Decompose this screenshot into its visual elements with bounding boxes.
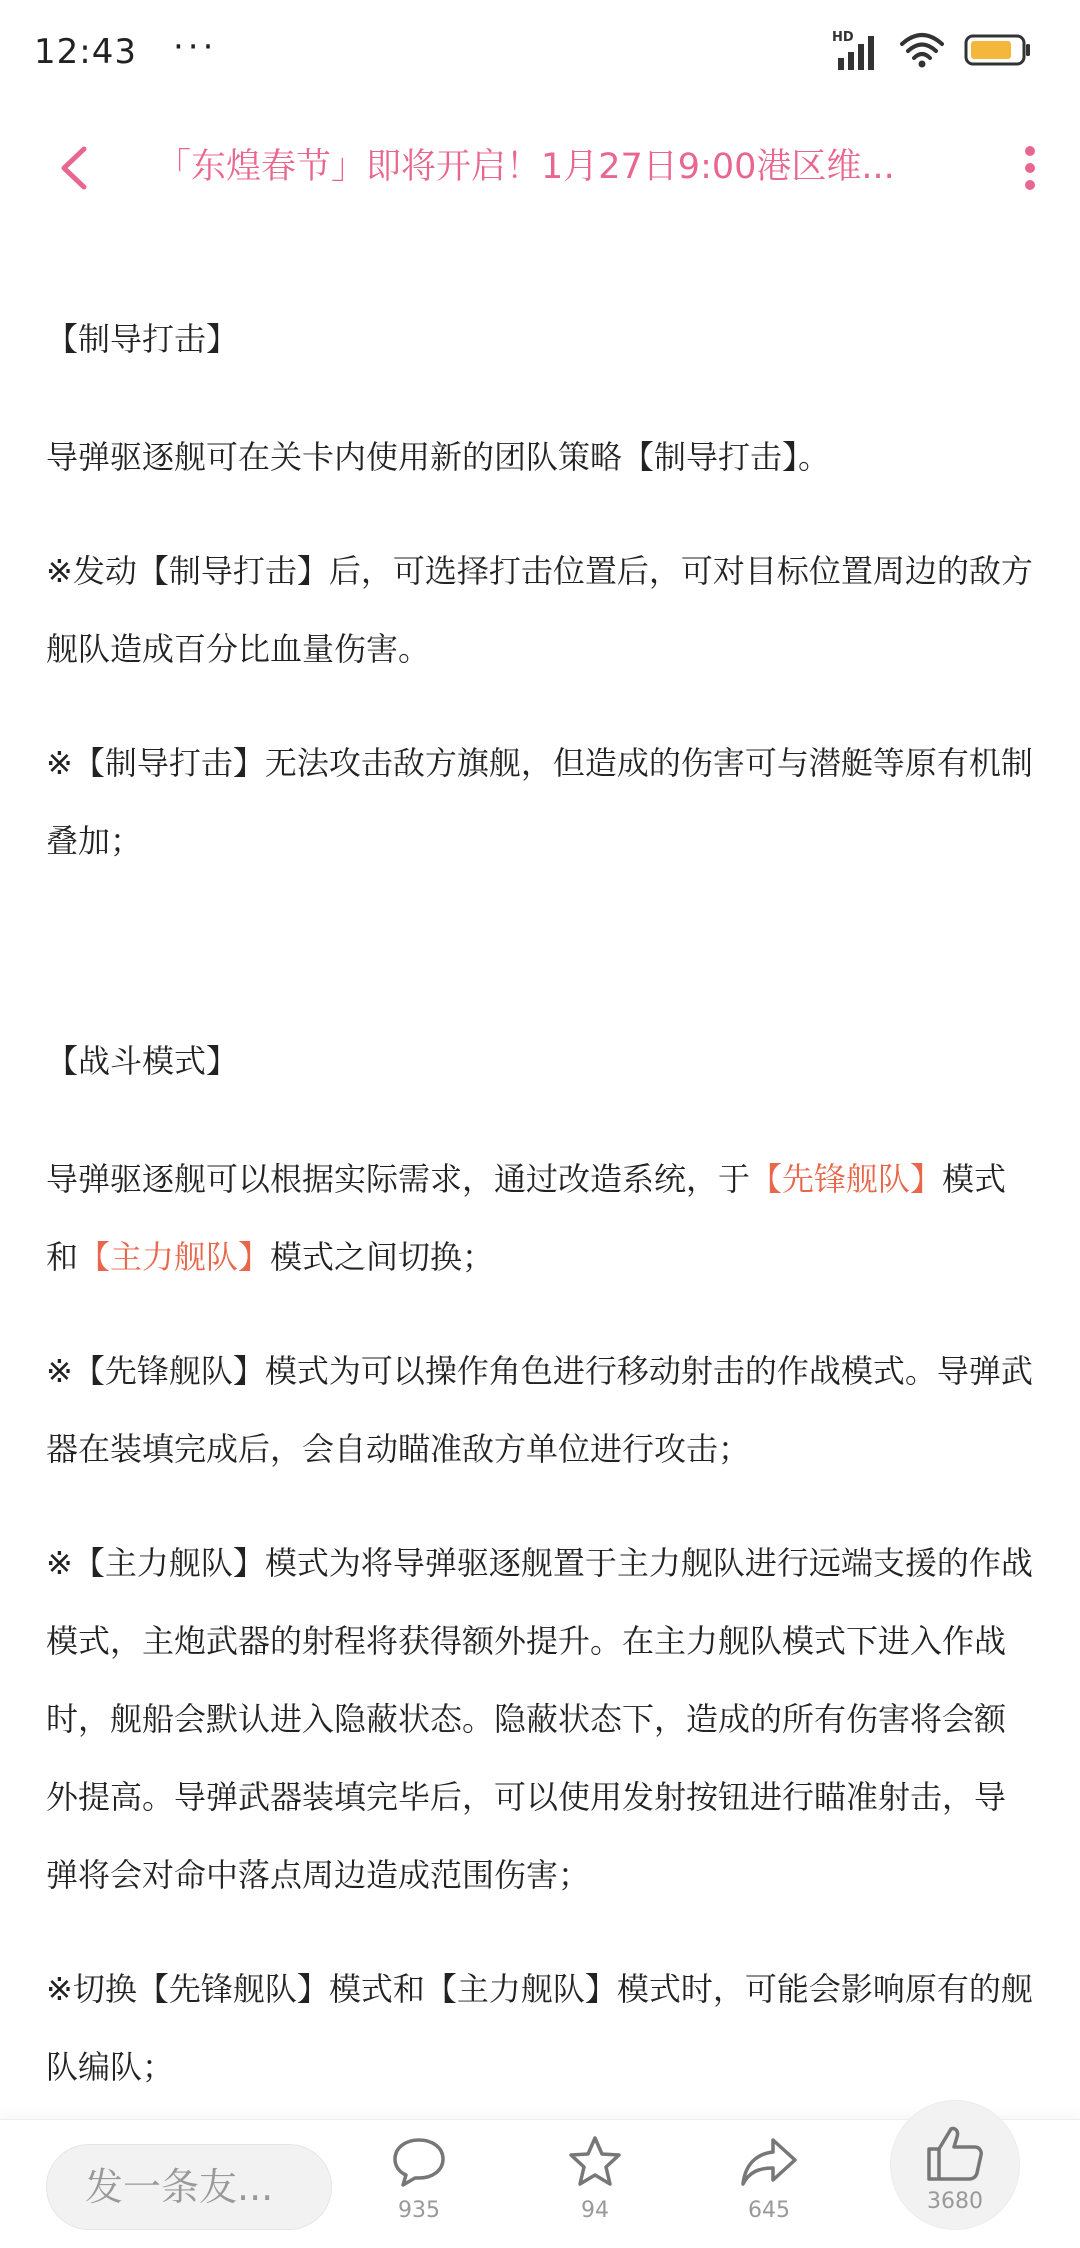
status-left <box>34 27 218 72</box>
paragraph: ※【制导打击】无法攻击敌方旗舰，但造成的伤害可与潜艇等原有机制叠加； <box>46 744 1033 860</box>
favorite-button[interactable] <box>540 2132 650 2242</box>
chevron-left-icon <box>54 143 94 193</box>
section-heading-guided-strike: 【制导打击】 <box>46 320 239 358</box>
share-button[interactable] <box>714 2132 824 2242</box>
more-options-button[interactable] <box>1010 138 1050 198</box>
wifi-icon <box>900 32 944 72</box>
paragraph: ※【先锋舰队】模式为可以操作角色进行移动射击的作战模式。导弹武器在装填完成后，会自动瞄准敌方单位进行攻击； <box>46 1352 1033 1468</box>
article-body <box>46 300 1036 2142</box>
battery-icon <box>964 33 1032 71</box>
like-button[interactable] <box>890 2100 1020 2230</box>
bottom-action-bar <box>0 2119 1080 2248</box>
paragraph: 导弹驱逐舰可在关卡内使用新的团队策略【制导打击】。 <box>46 438 831 476</box>
page-title: 「东煌春节」即将开启！1月27日9:00港区维... <box>156 147 895 187</box>
paragraph: ※切换【先锋舰队】模式和【主力舰队】模式时，可能会影响原有的舰队编队； <box>46 1970 1033 2086</box>
hd-label: HD <box>832 30 854 45</box>
back-button[interactable] <box>44 138 104 198</box>
comment-input[interactable]: 发一条友... <box>46 2144 332 2230</box>
likes-count: 3680 <box>927 2188 983 2214</box>
comment-bubble-icon <box>389 2132 449 2192</box>
text: 导弹驱逐舰可以根据实际需求，通过改造系统，于 <box>46 1160 751 1198</box>
comment-button[interactable] <box>364 2132 474 2242</box>
status-bar <box>0 0 1080 104</box>
shares-count: 645 <box>748 2198 790 2223</box>
status-more-dots: ··· <box>172 27 218 67</box>
more-vertical-icon <box>1022 143 1038 193</box>
cellular-signal-icon <box>832 32 880 72</box>
text: 模式和 <box>46 1160 1007 1276</box>
highlight-main-fleet: 【主力舰队】 <box>78 1238 271 1276</box>
comments-count: 935 <box>398 2198 440 2223</box>
paragraph-mode-switch <box>46 1140 1036 1296</box>
paragraph: ※【主力舰队】模式为将导弹驱逐舰置于主力舰队进行远端支援的作战模式，主炮武器的射程将获得额外提升。在主力舰队模式下进入作战时，舰船会默认进入隐蔽状态。隐蔽状态下，造成的所有伤害将会额外提高。导弹武器装填完毕后，可以使用发射按钮进行瞄准射击，导弹将会对命中落点周边造成范围伤害； <box>46 1544 1033 1894</box>
status-icons <box>832 32 1032 72</box>
star-icon <box>565 2132 625 2192</box>
thumbs-up-icon <box>923 2123 987 2185</box>
paragraph: ※发动【制导打击】后，可选择打击位置后，可对目标位置周边的敌方舰队造成百分比血量伤害。 <box>46 552 1033 668</box>
share-arrow-icon <box>737 2132 801 2192</box>
header <box>0 104 1080 234</box>
status-time: 12:43 <box>34 32 137 72</box>
text: 模式之间切换； <box>270 1238 495 1276</box>
section-heading-battle-mode: 【战斗模式】 <box>46 1042 239 1080</box>
favorites-count: 94 <box>581 2198 609 2223</box>
highlight-vanguard-fleet: 【先锋舰队】 <box>750 1160 943 1198</box>
spacer <box>46 916 1036 1022</box>
